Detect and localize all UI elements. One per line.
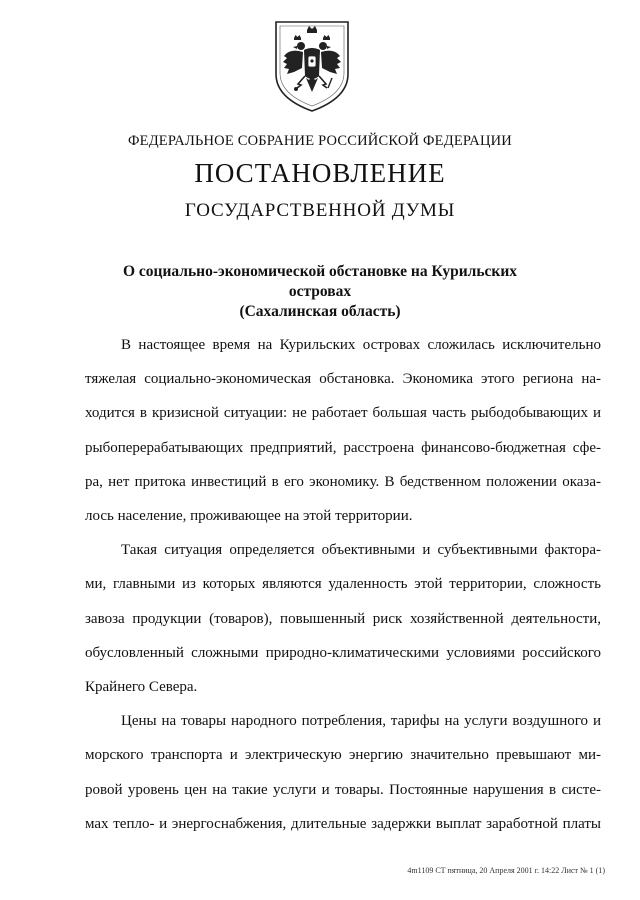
document-body (85, 328, 601, 841)
document-subject (100, 262, 540, 322)
body-line: рыбоперерабатывающих предприятий, расстроена финансово-бюджетная сфе- (85, 439, 601, 456)
double-headed-eagle-icon (272, 18, 352, 114)
body-line: лось население, проживающее на этой территории. (85, 508, 413, 525)
body-line: мах тепло- и энергоснабжения, длительные задержки выплат заработной платы (85, 815, 601, 832)
body-line: Такая ситуация определяется объективными и субъективными фактора- (121, 542, 601, 559)
issuing-body: ГОСУДАРСТВЕННОЙ ДУМЫ (184, 200, 456, 221)
body-line: Крайнего Севера. (85, 679, 198, 696)
paragraph-2 (85, 533, 601, 704)
body-line: ми, главными из которых являются удаленность этой территории, сложность (85, 576, 601, 593)
paragraph-1 (85, 328, 601, 533)
organization-name: ФЕДЕРАЛЬНОЕ СОБРАНИЕ РОССИЙСКОЙ ФЕДЕРАЦИИ (128, 133, 512, 149)
subject-line-2: (Сахалинская область) (239, 303, 401, 320)
document-type-title: ПОСТАНОВЛЕНИЕ (194, 158, 446, 188)
body-line: завоза продукции (товаров), повышенный риск хозяйственной деятельности, (85, 610, 601, 627)
page-footer-stamp: 4m1109 СТ пятница, 20 Апреля 2001 г. 14:22 Лист № 1 (1) (407, 866, 605, 875)
body-line: В настоящее время на Курильских островах сложилась исключительно (121, 337, 601, 353)
subject-line-1: О социально-экономической обстановке на Курильских островах (122, 263, 518, 300)
coat-of-arms-emblem (272, 18, 352, 114)
paragraph-3 (85, 704, 601, 841)
body-line: обусловленный сложными природно-климатическими условиями российского (85, 644, 601, 661)
body-line: морского транспорта и электрическую энергию значительно превышают ми- (85, 747, 601, 764)
body-line: Цены на товары народного потребления, тарифы на услуги воздушного и (121, 713, 601, 730)
body-line: ходится в кризисной ситуации: не работает большая часть рыбодобывающих и (85, 405, 601, 422)
body-line: ра, нет притока инвестиций в его экономику. В бедственном положении оказа- (85, 473, 601, 490)
body-line: тяжелая социально-экономическая обстановка. Экономика этого региона на- (85, 371, 601, 388)
body-line: ровой уровень цен на такие услуги и товары. Постоянные нарушения в систе- (85, 781, 601, 798)
